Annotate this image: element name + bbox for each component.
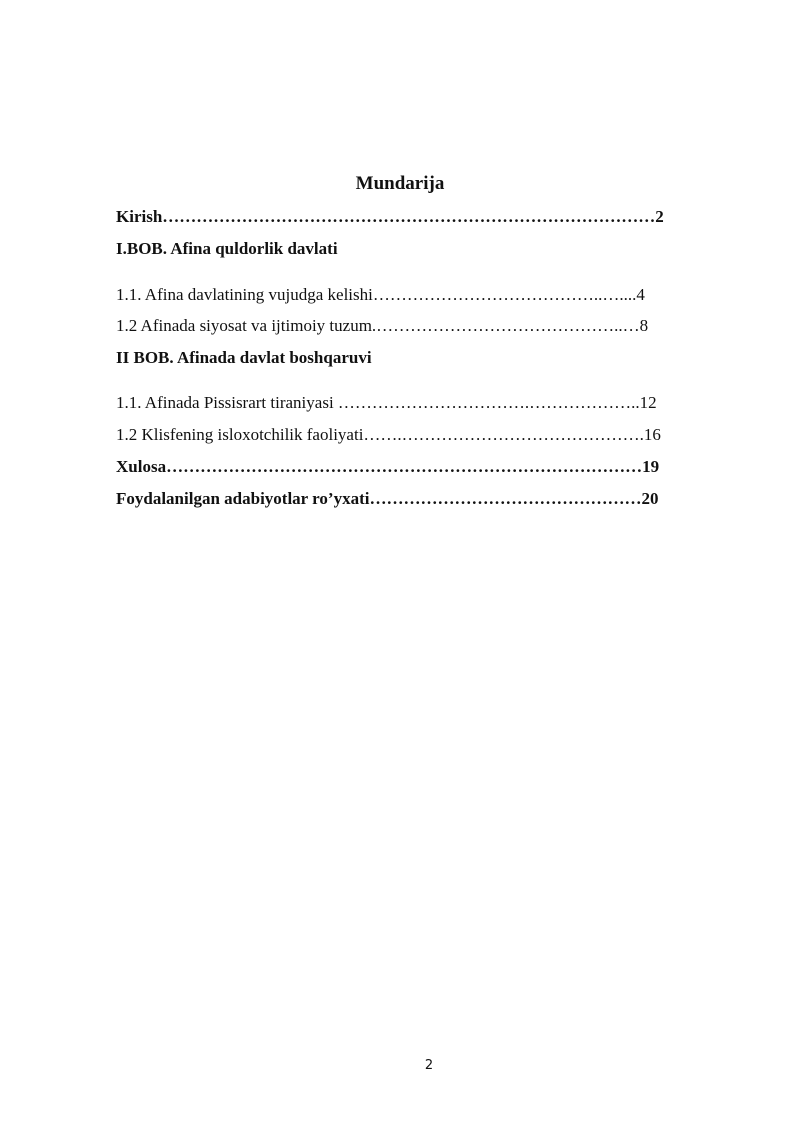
toc-chapter-2-heading: II BOB. Afinada davlat boshqaruvi — [116, 348, 372, 367]
toc-entry-kirish: Kirish……………………………………………………………………………2 — [116, 207, 664, 226]
page-number: 2 — [424, 1058, 434, 1073]
toc-chapter-1-heading: I.BOB. Afina quldorlik davlati — [116, 239, 338, 258]
toc-entry-bibliography: Foydalanilgan adabiyotlar ro’yxati…………………………………………20 — [116, 489, 659, 508]
toc-entry-xulosa: Xulosa…………………………………………………………………………19 — [116, 457, 660, 476]
toc-entry-2-2: 1.2 Klisfening isloxotchilik faoliyati…….…………………………………….16 — [116, 425, 661, 444]
toc-entry-1-2: 1.2 Afinada siyosat va ijtimoiy tuzum.……………………………………..…8 — [116, 316, 649, 335]
toc-entry-2-1: 1.1. Afinada Pissisrart tiraniyasi …………………………….………………..12 — [116, 393, 657, 412]
toc-entry-1-1: 1.1. Afina davlatining vujudga kelishi…………………………………..…....4 — [116, 285, 645, 304]
toc-title: Mundarija — [355, 173, 445, 194]
